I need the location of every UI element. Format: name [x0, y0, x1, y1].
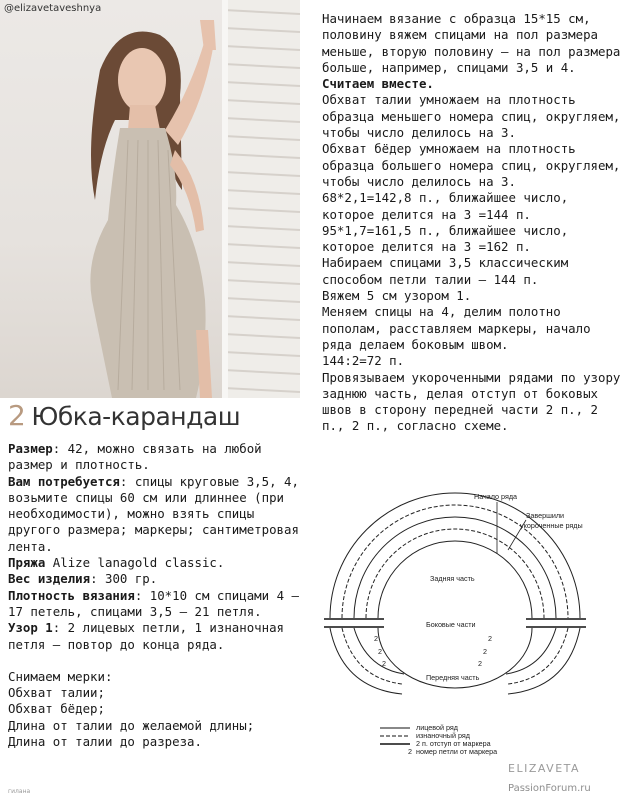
instruction-paragraph: Меняем спицы на 4, делим полотно пополам, расставляем маркеры, начало ряда делаем боковым швом.	[322, 304, 591, 352]
calc-heading-text: Считаем вместе.	[322, 76, 434, 92]
instruction-paragraph: 68*2,1=142,8 п., ближайшее число, которое делится на 3 =144 п.	[322, 190, 569, 222]
stitch-count-label: 2	[478, 659, 482, 668]
footer-small-text: гилана	[8, 788, 31, 795]
yarn-paragraph	[8, 555, 300, 571]
label-row-start: Начало ряда	[474, 492, 518, 501]
pattern-paragraph	[8, 620, 300, 653]
stitch-count-label: 2	[382, 659, 386, 668]
materials-paragraph	[8, 474, 300, 555]
measure-line: Обхват талии;	[8, 685, 105, 701]
legend-purl-row: изнаночный ряд	[416, 731, 470, 740]
site-watermark: PassionForum.ru	[508, 783, 591, 794]
instruction-paragraph: Обхват бёдер умножаем на плотность образца большего номера спиц, округляем, чтобы число делилось на 3.	[322, 141, 621, 189]
yarn-value: Alize lanagold classic.	[45, 555, 225, 571]
title-number: 2	[8, 399, 26, 432]
label-finished-1: Завершили	[526, 511, 565, 520]
instruction-paragraph: Начинаем вязание с образца 15*15 см, половину вяжем спицами на пол размера меньше, вторую половину – на пол размера больше, например, спицами 3,5 и 4.	[322, 11, 621, 75]
instruction-paragraph: 95*1,7=161,5 п., ближайшее число, которое делится на 3 =162 п.	[322, 222, 569, 255]
legend-knit-row: лицевой ряд	[416, 723, 458, 732]
label-front-part: Передняя часть	[426, 673, 480, 682]
title-text: Юбка-карандаш	[31, 402, 241, 431]
weight-value: : 300 гр.	[90, 571, 158, 587]
pattern-label: Узор 1	[8, 620, 53, 636]
model-photo	[0, 0, 300, 398]
legend-stitch-number: номер петли от маркера	[416, 747, 498, 756]
weight-label: Вес изделия	[8, 571, 91, 587]
pattern-value: : 2 лицевых петли, 1 изнаночная петля – повтор до конца ряда.	[8, 620, 285, 652]
calc-heading	[322, 76, 622, 92]
short-rows-diagram	[312, 488, 628, 770]
legend-stitch-number-num: 2	[408, 747, 412, 756]
legend-offset: 2 п. отступ от маркера	[416, 739, 491, 748]
left-column	[8, 441, 300, 750]
label-finished-2: укороченные ряды	[520, 521, 583, 530]
gauge-label: Плотность вязания	[8, 587, 135, 603]
stitch-count-label: 2	[378, 647, 382, 656]
page-title	[8, 399, 240, 432]
instruction-paragraph: Набираем спицами 3,5 классическим способом петли талии – 144 п.	[322, 255, 569, 287]
label-back-part: Задняя часть	[430, 574, 475, 583]
measure-line: Длина от талии до разреза.	[8, 734, 202, 750]
materials-label: Вам потребуется	[8, 473, 120, 489]
short-rows-scheme	[312, 488, 628, 770]
instruction-paragraph: Провязываем укороченными рядами по узору заднюю часть, делая отступ от боковых швов в сторону передней части 2 п., 2 п., 2 п., согласно схеме.	[322, 369, 621, 434]
size-label: Размер	[8, 441, 53, 456]
measure-line: Снимаем мерки:	[8, 668, 113, 684]
weight-paragraph	[8, 571, 300, 587]
measure-line: Обхват бёдер;	[8, 701, 105, 717]
label-side-parts: Боковые части	[426, 620, 476, 629]
materials-value: : спицы круговые 3,5, 4, возьмите спицы 60 см или длиннее (при необходимости), можно взять спицы другого размера; маркеры; сантиметровая лента.	[8, 473, 299, 554]
brand-watermark: ELIZAVETA	[508, 762, 581, 775]
right-column	[322, 11, 622, 435]
gauge-value: : 10*10 см спицами 4 – 17 петель, спицами 3,5 – 21 петля.	[8, 587, 299, 619]
instruction-paragraph: Вяжем 5 см узором 1.	[322, 288, 472, 304]
stitch-count-label: 2	[483, 647, 487, 656]
instruction-paragraph: Обхват талии умножаем на плотность образца меньшего номера спиц, округляем, чтобы число делилось на 3.	[322, 92, 621, 141]
measure-line: Длина от талии до желаемой длины;	[8, 717, 255, 733]
stitch-count-label: 2	[374, 634, 378, 643]
instagram-handle: @elizavetaveshnya	[4, 3, 102, 14]
yarn-label: Пряжа	[8, 555, 46, 571]
size-paragraph	[8, 441, 300, 474]
stitch-count-label: 2	[488, 634, 492, 643]
instruction-paragraph: 144:2=72 п.	[322, 353, 405, 369]
gauge-paragraph	[8, 588, 300, 621]
skirt-model-illustration	[0, 0, 300, 398]
size-value: : 42, можно связать на любой размер и плотность.	[8, 441, 262, 473]
